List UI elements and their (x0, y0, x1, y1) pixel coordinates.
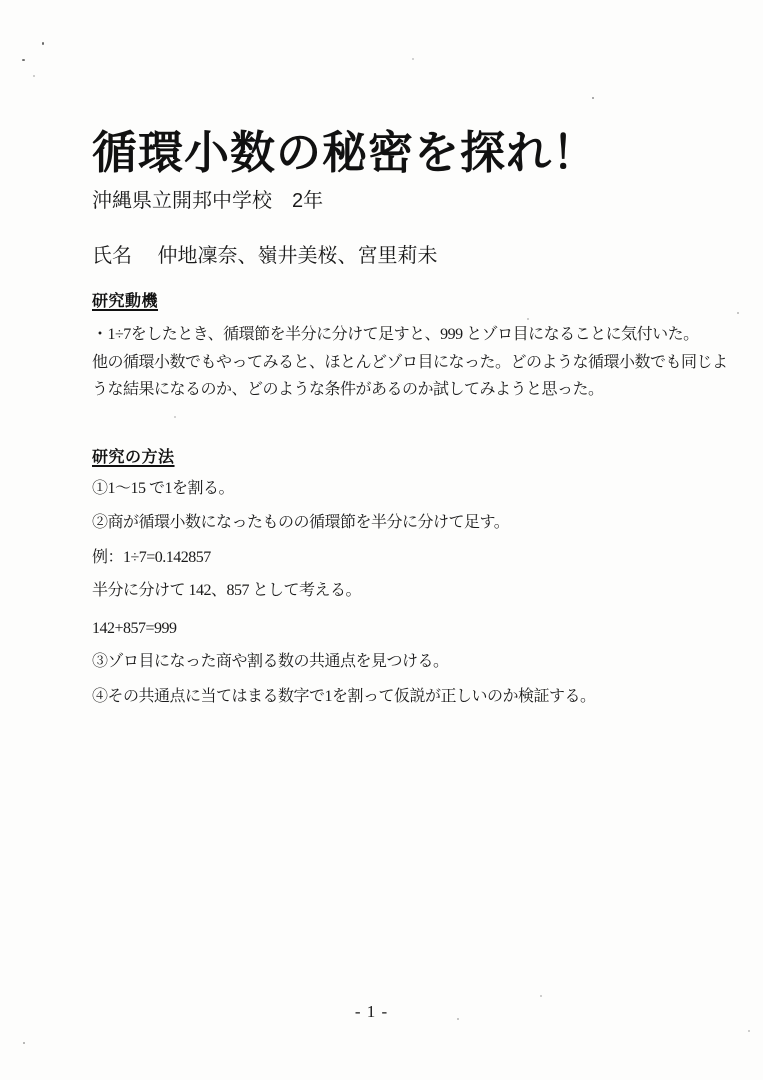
scan-speckle (174, 416, 176, 418)
scan-speckle (22, 59, 25, 61)
page-number: - 1 - (354, 1002, 389, 1021)
motivation-line: 他の循環小数でもやってみると、ほとんどゾロ目になった。どのような循環小数でも同じよ (92, 353, 728, 371)
scan-speckle (42, 42, 44, 45)
scan-speckle (412, 58, 414, 60)
method-example-sum: 142+857=999 (92, 620, 177, 637)
method-step-2: ②商が循環小数になったものの循環節を半分に分けて足す。 (92, 514, 510, 531)
scan-speckle (737, 312, 739, 314)
scan-speckle (540, 995, 542, 997)
section-heading-method: 研究の方法 (92, 449, 175, 466)
document-title: 循環小数の秘密を探れ！ (92, 128, 599, 179)
method-step-4: ④その共通点に当てはまる数字で1を割って仮説が正しいのか検証する。 (92, 688, 596, 705)
scan-speckle (457, 1018, 459, 1020)
method-example-split: 半分に分けて 142、857 として考える。 (92, 582, 362, 599)
motivation-line: ・1÷7をしたとき、循環節を半分に分けて足すと、999 とゾロ目になることに気付いた。 (92, 326, 699, 343)
section-heading-motivation: 研究動機 (92, 293, 159, 310)
author-names: 氏名 仲地凜奈、嶺井美桜、宮里莉未 (92, 245, 438, 267)
method-example-division: 例：1÷7=0.142857 (92, 549, 211, 566)
scan-speckle (33, 75, 35, 77)
motivation-line: うな結果になるのか、どのような条件があるのか試してみようと思った。 (92, 381, 604, 398)
school-and-grade: 沖縄県立開邦中学校 2年 (92, 190, 324, 212)
method-step-1: ①1～15 で1を割る。 (92, 480, 235, 497)
scan-speckle (23, 1042, 25, 1044)
scan-speckle (527, 318, 529, 320)
scan-speckle (592, 97, 594, 99)
motivation-paragraph (92, 321, 747, 404)
scan-speckle (748, 1030, 750, 1032)
method-step-3: ③ゾロ目になった商や割る数の共通点を見つける。 (92, 653, 449, 670)
